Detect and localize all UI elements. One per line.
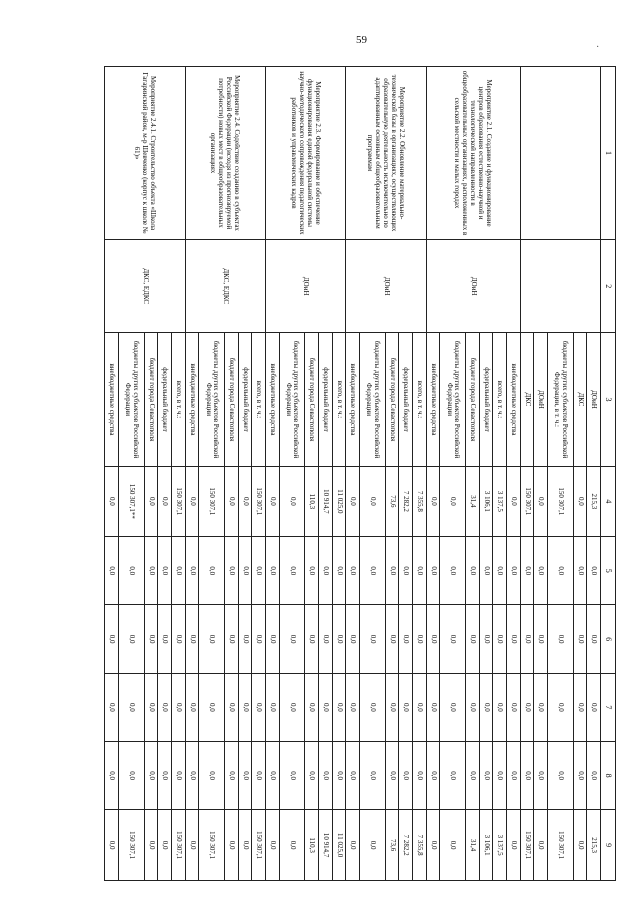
value-cell: 0,0 [332, 605, 346, 673]
value-cell: 0,0 [493, 742, 507, 810]
funding-source-cell: бюджеты других субъектов Российской Федерации [440, 333, 466, 466]
value-cell: 3 106,1 [479, 466, 493, 537]
table-body [105, 67, 616, 881]
value-cell: 0,0 [238, 537, 252, 605]
value-cell: 0,0 [385, 742, 399, 810]
value-cell: 0,0 [507, 673, 521, 741]
value-cell: 0,0 [119, 537, 145, 605]
value-cell: 0,0 [144, 742, 158, 810]
value-cell: 150 307,1 [199, 810, 225, 881]
value-cell: 0,0 [547, 742, 573, 810]
value-cell: 0,0 [185, 537, 199, 605]
value-cell: 110,3 [305, 810, 319, 881]
value-cell: 0,0 [587, 537, 601, 605]
value-cell: 0,0 [493, 537, 507, 605]
value-cell: 0,0 [105, 466, 119, 537]
value-cell: 0,0 [360, 537, 386, 605]
value-cell: 73,6 [385, 810, 399, 881]
value-cell: 150 307,1 [172, 810, 186, 881]
value-cell: 0,0 [573, 742, 587, 810]
value-cell: 0,0 [346, 466, 360, 537]
value-cell: 0,0 [534, 810, 548, 881]
table-row [507, 67, 521, 881]
value-cell: 0,0 [158, 742, 172, 810]
value-cell: 0,0 [185, 810, 199, 881]
value-cell: 0,0 [279, 605, 305, 673]
header-cell: 4 [601, 466, 616, 537]
value-cell: 0,0 [534, 605, 548, 673]
header-cell: 8 [601, 742, 616, 810]
value-cell: 0,0 [105, 537, 119, 605]
value-cell: 0,0 [360, 810, 386, 881]
value-cell: 150 307,1 [547, 810, 573, 881]
value-cell: 0,0 [426, 742, 440, 810]
value-cell: 150 307,1 [199, 466, 225, 537]
value-cell: 0,0 [426, 537, 440, 605]
value-cell: 0,0 [199, 605, 225, 673]
corner-mark: · [596, 42, 600, 53]
funding-source-cell: федеральный бюджет [238, 333, 252, 466]
header-cell: 9 [601, 810, 616, 881]
executor-cell: ДОиН [346, 240, 426, 333]
value-cell: 0,0 [507, 466, 521, 537]
value-cell: 3 137,5 [493, 466, 507, 537]
value-cell: 150 307,1 [547, 466, 573, 537]
value-cell: 0,0 [185, 673, 199, 741]
activity-cell: Мероприятие 2.4.1. Строительство объекта «Школа Гагаринский район, м-р Шевченко (корпус к школе № 61)» [105, 67, 186, 240]
value-cell: 0,0 [534, 537, 548, 605]
funding-source-cell: федеральный бюджет [479, 333, 493, 466]
header-cell: 2 [601, 240, 616, 333]
activity-cell: Мероприятие 2.4. Содействие созданию в субъектах Российской Федерации (исходя из прогнозируемой потребности) новых мест в общеобразовательных организациях [185, 67, 265, 240]
value-cell: 0,0 [440, 466, 466, 537]
value-cell: 0,0 [238, 605, 252, 673]
value-cell: 150 307,1 [172, 466, 186, 537]
value-cell: 73,6 [385, 466, 399, 537]
activity-cell [520, 67, 600, 240]
value-cell: 0,0 [266, 605, 280, 673]
value-cell: 0,0 [158, 466, 172, 537]
value-cell: 0,0 [305, 673, 319, 741]
value-cell: 150 307,1** [119, 466, 145, 537]
value-cell: 0,0 [238, 742, 252, 810]
funding-source-cell: бюджет города Севастополя [225, 333, 239, 466]
value-cell: 0,0 [105, 742, 119, 810]
value-cell: 0,0 [238, 466, 252, 537]
header-cell: 7 [601, 673, 616, 741]
value-cell: 0,0 [119, 673, 145, 741]
header-cell: 3 [601, 333, 616, 466]
funding-source-cell: бюджет города Севастополя [144, 333, 158, 466]
value-cell: 0,0 [534, 466, 548, 537]
value-cell: 0,0 [305, 605, 319, 673]
value-cell: 0,0 [507, 810, 521, 881]
value-cell: 0,0 [279, 810, 305, 881]
funding-source-cell: бюджет города Севастополя [466, 333, 480, 466]
funding-source-cell: бюджеты других субъектов Российской Федерации [119, 333, 145, 466]
executor-cell: ДКС, ЕДКС [105, 240, 186, 333]
value-cell: 0,0 [172, 673, 186, 741]
value-cell: 0,0 [346, 810, 360, 881]
funding-source-cell: бюджеты других субъектов Российской Федерации [279, 333, 305, 466]
value-cell: 0,0 [573, 673, 587, 741]
value-cell: 0,0 [385, 673, 399, 741]
value-cell: 0,0 [360, 673, 386, 741]
value-cell: 0,0 [413, 673, 427, 741]
value-cell: 0,0 [332, 537, 346, 605]
value-cell: 0,0 [225, 605, 239, 673]
value-cell: 0,0 [385, 537, 399, 605]
value-cell: 10 914,7 [319, 810, 333, 881]
value-cell: 0,0 [319, 537, 333, 605]
value-cell: 31,4 [466, 810, 480, 881]
value-cell: 0,0 [399, 605, 413, 673]
value-cell: 0,0 [360, 742, 386, 810]
value-cell: 0,0 [158, 537, 172, 605]
value-cell: 0,0 [346, 537, 360, 605]
value-cell: 0,0 [225, 537, 239, 605]
value-cell: 0,0 [360, 605, 386, 673]
value-cell: 150 307,1 [520, 810, 534, 881]
value-cell: 0,0 [479, 742, 493, 810]
value-cell: 0,0 [225, 466, 239, 537]
funding-source-cell: ДОиН [587, 333, 601, 466]
page-number: 59 [356, 34, 367, 46]
value-cell: 0,0 [587, 742, 601, 810]
value-cell: 0,0 [399, 537, 413, 605]
value-cell: 0,0 [466, 742, 480, 810]
value-cell: 0,0 [346, 742, 360, 810]
funding-source-cell: ДОиН [534, 333, 548, 466]
value-cell: 0,0 [172, 537, 186, 605]
value-cell: 0,0 [105, 673, 119, 741]
value-cell: 0,0 [319, 742, 333, 810]
value-cell: 110,3 [305, 466, 319, 537]
value-cell: 0,0 [266, 810, 280, 881]
funding-source-cell: бюджеты других субъектов Российской Федерации [199, 333, 225, 466]
value-cell: 0,0 [466, 605, 480, 673]
value-cell: 0,0 [279, 466, 305, 537]
header-row [601, 67, 616, 881]
value-cell: 0,0 [360, 466, 386, 537]
value-cell: 0,0 [346, 673, 360, 741]
activity-cell: Мероприятие 2.2. Обновление материально-технической базы в организациях, осуществляющих образовательную деятельность исключительно по адаптированным основным общеобразовательным программам [346, 67, 426, 240]
value-cell: 0,0 [252, 742, 266, 810]
executor-cell: ДКС, ЕДКС [185, 240, 265, 333]
value-cell: 0,0 [547, 673, 573, 741]
value-cell: 0,0 [507, 605, 521, 673]
value-cell: 0,0 [158, 810, 172, 881]
value-cell: 0,0 [319, 673, 333, 741]
value-cell: 31,4 [466, 466, 480, 537]
value-cell: 0,0 [520, 605, 534, 673]
table-row [172, 67, 186, 881]
value-cell: 150 307,1 [252, 810, 266, 881]
value-cell: 10 914,7 [319, 466, 333, 537]
funding-source-cell: федеральный бюджет [319, 333, 333, 466]
value-cell: 0,0 [279, 742, 305, 810]
value-cell: 0,0 [119, 742, 145, 810]
executor-cell: ДОиН [266, 240, 346, 333]
value-cell: 0,0 [587, 605, 601, 673]
value-cell: 0,0 [144, 537, 158, 605]
value-cell: 0,0 [520, 673, 534, 741]
funding-source-cell: всего, в т. ч.: [493, 333, 507, 466]
value-cell: 0,0 [266, 673, 280, 741]
value-cell: 0,0 [520, 537, 534, 605]
funding-source-cell: внебюджетные средства [266, 333, 280, 466]
table-row [413, 67, 427, 881]
value-cell: 0,0 [305, 537, 319, 605]
funding-source-cell: бюджет города Севастополя [385, 333, 399, 466]
value-cell: 150 307,1 [252, 466, 266, 537]
value-cell: 0,0 [252, 537, 266, 605]
value-cell: 7 282,2 [399, 466, 413, 537]
value-cell: 0,0 [493, 605, 507, 673]
funding-source-cell: внебюджетные средства [105, 333, 119, 466]
funding-source-cell: бюджеты других субъектов Российской Федерации [360, 333, 386, 466]
value-cell: 0,0 [252, 605, 266, 673]
funding-source-cell: бюджет города Севастополя [305, 333, 319, 466]
value-cell: 0,0 [466, 537, 480, 605]
value-cell: 0,0 [346, 605, 360, 673]
value-cell: 0,0 [426, 466, 440, 537]
value-cell: 0,0 [238, 810, 252, 881]
value-cell: 0,0 [440, 810, 466, 881]
funding-source-cell: всего, в т. ч.: [332, 333, 346, 466]
value-cell: 0,0 [573, 810, 587, 881]
rotated-table-wrapper [104, 66, 616, 881]
value-cell: 0,0 [534, 673, 548, 741]
funding-source-cell: федеральный бюджет [399, 333, 413, 466]
header-cell: 1 [601, 67, 616, 240]
table-row [252, 67, 266, 881]
value-cell: 0,0 [158, 673, 172, 741]
funding-source-cell: бюджеты других субъектов Российской Федерации, в т. ч.: [547, 333, 573, 466]
funding-source-cell: всего, в т. ч.: [413, 333, 427, 466]
value-cell: 0,0 [266, 466, 280, 537]
value-cell: 0,0 [144, 466, 158, 537]
value-cell: 0,0 [413, 742, 427, 810]
value-cell: 0,0 [279, 673, 305, 741]
value-cell: 3 106,1 [479, 810, 493, 881]
value-cell: 0,0 [479, 537, 493, 605]
value-cell: 0,0 [185, 605, 199, 673]
value-cell: 0,0 [547, 537, 573, 605]
value-cell: 0,0 [266, 742, 280, 810]
value-cell: 0,0 [479, 605, 493, 673]
value-cell: 215,3 [587, 810, 601, 881]
value-cell: 0,0 [238, 673, 252, 741]
value-cell: 0,0 [105, 605, 119, 673]
table-row [332, 67, 346, 881]
value-cell: 11 025,0 [332, 810, 346, 881]
executor-cell [520, 240, 600, 333]
value-cell: 0,0 [507, 742, 521, 810]
value-cell: 0,0 [266, 537, 280, 605]
funding-source-cell: внебюджетные средства [507, 333, 521, 466]
value-cell: 0,0 [305, 742, 319, 810]
header-cell: 5 [601, 537, 616, 605]
value-cell: 0,0 [399, 673, 413, 741]
value-cell: 0,0 [158, 605, 172, 673]
budget-table [104, 66, 616, 881]
funding-source-cell: внебюджетные средства [185, 333, 199, 466]
value-cell: 0,0 [440, 605, 466, 673]
value-cell: 7 355,8 [413, 810, 427, 881]
value-cell: 0,0 [105, 810, 119, 881]
value-cell: 3 137,5 [493, 810, 507, 881]
value-cell: 0,0 [399, 742, 413, 810]
value-cell: 0,0 [172, 605, 186, 673]
value-cell: 0,0 [225, 810, 239, 881]
value-cell: 0,0 [573, 605, 587, 673]
value-cell: 0,0 [199, 673, 225, 741]
value-cell: 0,0 [172, 742, 186, 810]
value-cell: 215,3 [587, 466, 601, 537]
value-cell: 0,0 [252, 673, 266, 741]
activity-cell: Мероприятие 2.1. Создание и функционирование центров образования естественно-научной и технологической направленности в общеобразовательных организациях, расположенных в сельской местности и малых городах [426, 67, 520, 240]
funding-source-cell: всего, в т. ч.: [252, 333, 266, 466]
funding-source-cell: внебюджетные средства [426, 333, 440, 466]
value-cell: 7 355,8 [413, 466, 427, 537]
funding-source-cell: ДКС [520, 333, 534, 466]
value-cell: 0,0 [199, 537, 225, 605]
value-cell: 0,0 [493, 673, 507, 741]
funding-source-cell: всего, в т. ч.: [172, 333, 186, 466]
value-cell: 0,0 [144, 605, 158, 673]
funding-source-cell: внебюджетные средства [346, 333, 360, 466]
value-cell: 0,0 [279, 537, 305, 605]
value-cell: 0,0 [587, 673, 601, 741]
value-cell: 0,0 [507, 537, 521, 605]
table-row [587, 67, 601, 881]
value-cell: 0,0 [547, 605, 573, 673]
value-cell: 0,0 [144, 673, 158, 741]
value-cell: 0,0 [440, 673, 466, 741]
value-cell: 0,0 [199, 742, 225, 810]
value-cell: 0,0 [119, 605, 145, 673]
value-cell: 0,0 [426, 810, 440, 881]
value-cell: 150 307,1 [119, 810, 145, 881]
value-cell: 0,0 [520, 742, 534, 810]
value-cell: 0,0 [479, 673, 493, 741]
funding-source-cell: ДКС [573, 333, 587, 466]
value-cell: 0,0 [440, 742, 466, 810]
value-cell: 0,0 [385, 605, 399, 673]
value-cell: 0,0 [440, 537, 466, 605]
value-cell: 0,0 [332, 673, 346, 741]
value-cell: 0,0 [185, 466, 199, 537]
value-cell: 0,0 [466, 673, 480, 741]
value-cell: 0,0 [185, 742, 199, 810]
value-cell: 0,0 [413, 605, 427, 673]
value-cell: 0,0 [534, 742, 548, 810]
executor-cell: ДОиН [426, 240, 520, 333]
value-cell: 7 282,2 [399, 810, 413, 881]
value-cell: 11 025,0 [332, 466, 346, 537]
activity-cell: Мероприятие 2.3. Формирование и обеспечение функционирования единой федеральной системы научно-методического сопровождения педагогических работников и управленческих кадров [266, 67, 346, 240]
value-cell: 150 307,1 [520, 466, 534, 537]
value-cell: 0,0 [225, 673, 239, 741]
value-cell: 0,0 [426, 605, 440, 673]
funding-source-cell: федеральный бюджет [158, 333, 172, 466]
value-cell: 0,0 [319, 605, 333, 673]
value-cell: 0,0 [332, 742, 346, 810]
value-cell: 0,0 [426, 673, 440, 741]
value-cell: 0,0 [225, 742, 239, 810]
header-cell: 6 [601, 605, 616, 673]
value-cell: 0,0 [144, 810, 158, 881]
value-cell: 0,0 [573, 466, 587, 537]
value-cell: 0,0 [413, 537, 427, 605]
value-cell: 0,0 [573, 537, 587, 605]
